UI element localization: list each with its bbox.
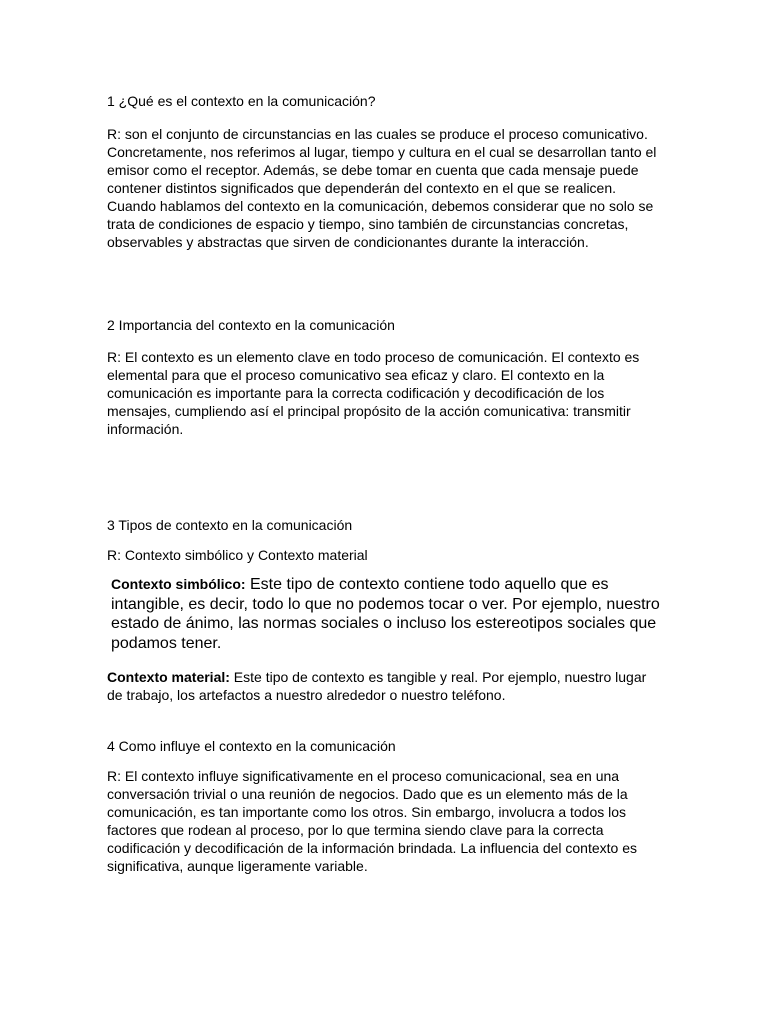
question-3-heading: 3 Tipos de contexto en la comunicación <box>107 517 353 533</box>
answer-4-paragraph: R: El contexto influye significativamente en el proceso comunicacional, sea en una conversación trivial o una reunión de negocios. Dado que es un elemento más de la comunicación, es tan importante como los otros. Sin embargo, involucra a todos los factores que rodean al proceso, por lo que termina siendo clave para la correcta codificación y decodificación de la información brindada. La influencia del contexto es significativa, aunque ligeramente variable. <box>107 768 637 874</box>
answer-1-paragraph: R: son el conjunto de circunstancias en las cuales se produce el proceso comunicativo. Concretamente, nos referimos al lugar, tiempo y cultura en el cual se desarrollan tanto el emisor como el receptor. Además, se debe tomar en cuenta que cada mensaje puede contener distintos significados que dependerán del contexto en el que se realicen. Cuando hablamos del contexto en la comunicación, debemos considerar que no solo se trata de condiciones de espacio y tiempo, sino también de circunstancias concretas, observables y abstractas que sirven de condicionantes durante la interacción. <box>107 126 657 250</box>
question-4-heading: 4 Como influye el contexto en la comunicación <box>107 738 396 754</box>
question-2-heading: 2 Importancia del contexto en la comunicación <box>107 317 395 333</box>
contexto-simbolico-paragraph <box>111 575 663 653</box>
contexto-material-label: Contexto material: <box>107 669 230 685</box>
answer-2-paragraph: R: El contexto es un elemento clave en todo proceso de comunicación. El contexto es elemental para que el proceso comunicativo sea eficaz y claro. El contexto en la comunicación es importante para la correcta codificación y decodificación de los mensajes, cumpliendo así el principal propósito de la acción comunicativa: transmitir información. <box>107 349 640 437</box>
contexto-material-text: Este tipo de contexto es tangible y real. Por ejemplo, nuestro lugar de trabajo, los artefactos a nuestro alrededor o nuestro teléfono. <box>107 669 647 703</box>
contexto-material-paragraph <box>107 668 663 704</box>
contexto-simbolico-label: Contexto simbólico: <box>111 576 246 592</box>
question-1-heading: 1 ¿Qué es el contexto en la comunicación? <box>107 93 376 109</box>
answer-3-paragraph: R: Contexto simbólico y Contexto material <box>107 547 368 563</box>
contexto-simbolico-text: Este tipo de contexto contiene todo aquello que es intangible, es decir, todo lo que no podemos tocar o ver. Por ejemplo, nuestro estado de ánimo, las normas sociales o incluso los estereotipos sociales que podamos tener. <box>111 576 660 652</box>
